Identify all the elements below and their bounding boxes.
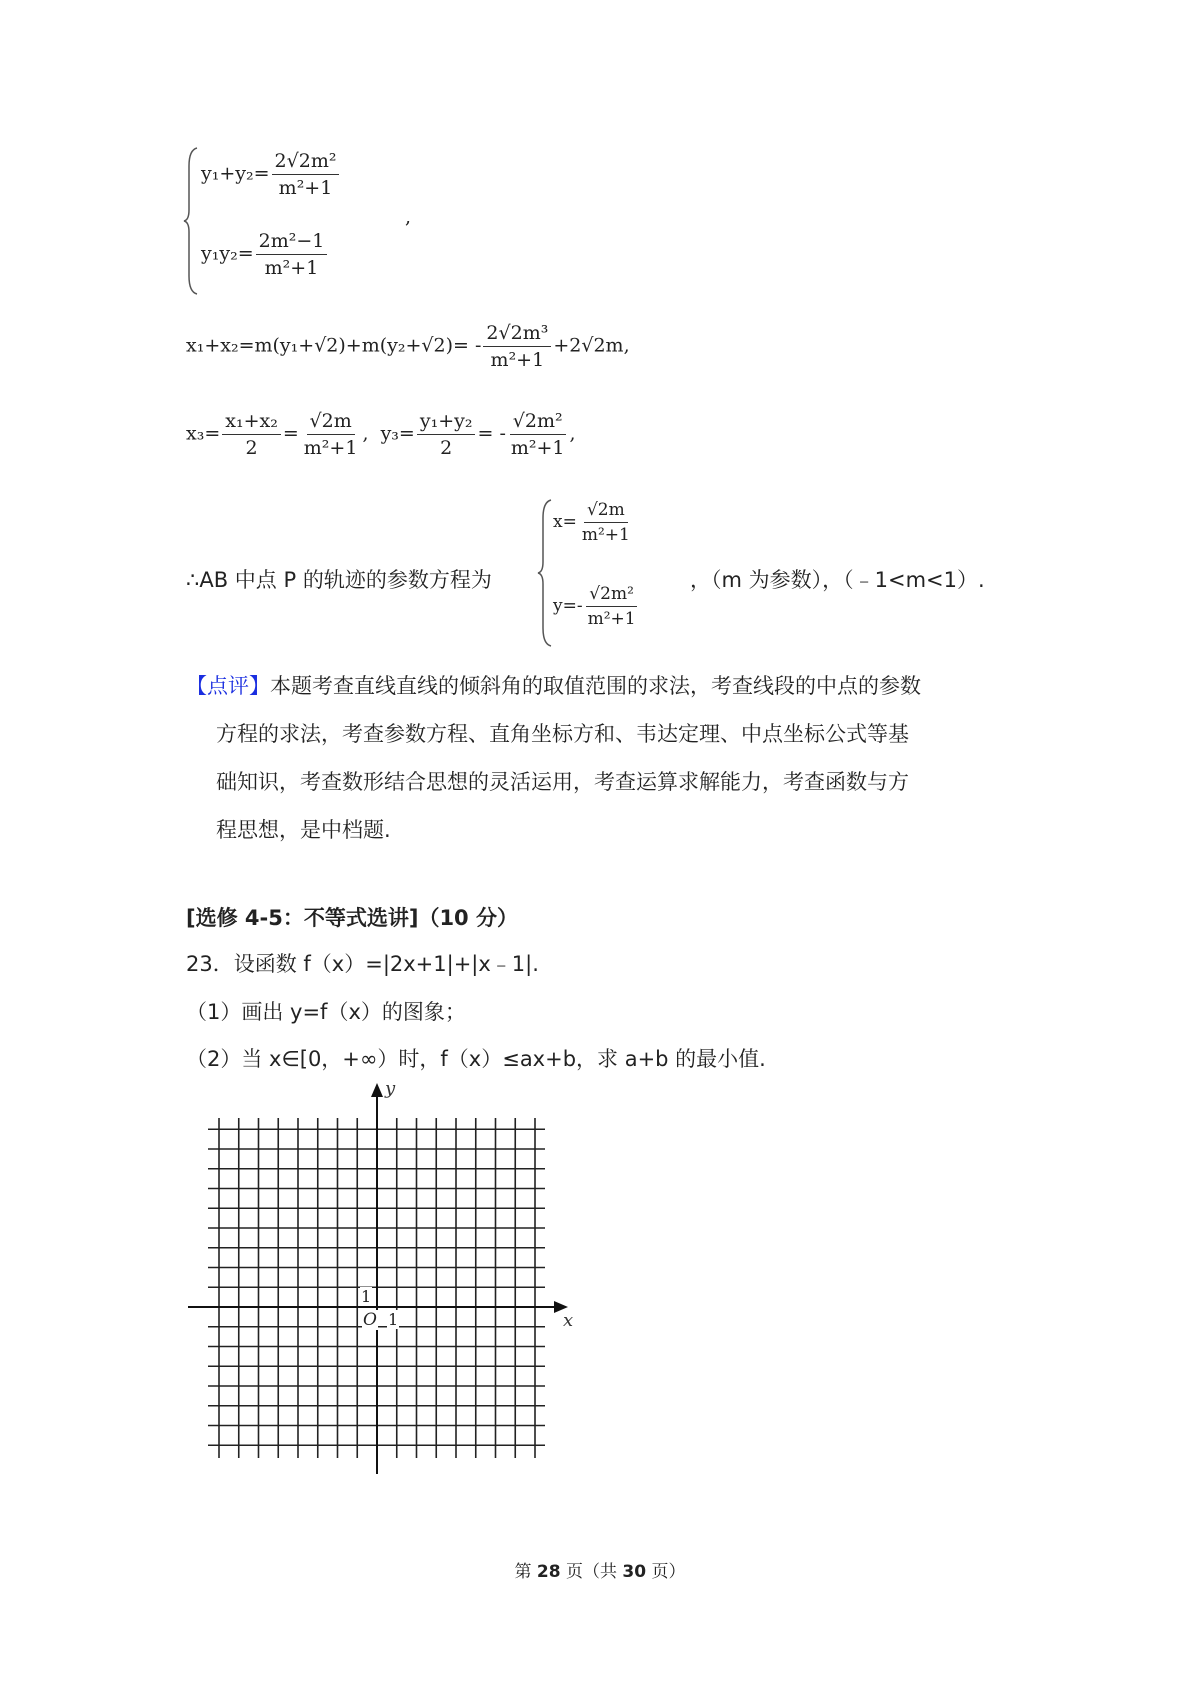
param-x-equation: x= $\frac{√2m}{\text{m²+1}}$ (553, 500, 635, 545)
fraction: $\frac{\text{2√2m³}}{\text{m²+1}}$ (483, 322, 551, 371)
origin-label: O (363, 1310, 377, 1330)
x-axis-label: x (563, 1310, 574, 1331)
section-heading: [选修 4-5：不等式选讲]（10 分） (186, 906, 518, 930)
fraction: $\frac{√2m}{\text{m²+1}}$ (581, 500, 630, 545)
comment-line-2: 方程的求法，考查参数方程、直角坐标方和、韦达定理、中点坐标公式等基 (216, 722, 909, 746)
page-total: 30 (622, 1562, 647, 1582)
comma: , (405, 206, 412, 228)
fraction: $\frac{\text{√2m²}}{\text{m²+1}}$ (510, 410, 565, 459)
equation-y-product: y₁y₂= $\frac{\text{2m²−1}}{\text{m²+1}}$ (201, 230, 329, 279)
fraction: $\frac{\text{2m²−1}}{\text{m²+1}}$ (256, 230, 328, 279)
comment-line-4: 程思想，是中档题. (216, 818, 391, 842)
problem-part-1: （1）画出 y=f（x）的图象； (186, 1000, 466, 1024)
fraction: $\frac{\text{y₁+y₂}}{2}$ (417, 410, 476, 459)
page-number: 28 (536, 1562, 561, 1582)
fraction: $\frac{\text{√2m²}}{\text{m²+1}}$ (587, 584, 636, 629)
y-axis-label: y (385, 1078, 396, 1099)
equation-x-sum: x₁+x₂=m(y₁+√2)+m(y₂+√2)= - $\frac{\text{2√2m³}}{\text{m²+1}}$ +2√2m, (186, 322, 630, 371)
equation-midpoint: x₃= $\frac{\text{x₁+x₂}}{2}$ = $\frac{√2m}{\text{m²+1}}$ , y₃= $\frac{\text{y₁+y₂}}{2}$ = - $\frac{\text{√2m²}}{\text{m²+1}}$ , (186, 410, 576, 459)
fraction: $\frac{\text{x₁+x₂}}{2}$ (222, 410, 281, 459)
comment-line-1: 【点评】本题考查直线直线的倾斜角的取值范围的求法，考查线段的中点的参数 (186, 674, 921, 698)
comment-line-3: 础知识，考查数形结合思想的灵活运用，考查运算求解能力，考查函数与方 (216, 770, 909, 794)
comment-tag: 【点评】 (186, 674, 270, 698)
conclusion-suffix: ，（m 为参数），（﹣1<m<1）. (690, 568, 985, 592)
page-footer: 第 28 页（共 30 页） (514, 1562, 686, 1582)
x-unit-label: 1 (388, 1310, 399, 1329)
y-axis-arrow-icon (371, 1083, 383, 1097)
equation-y-sum: y₁+y₂= $\frac{\text{2√2m²}}{\text{m²+1}}$ (201, 150, 341, 199)
conclusion-prefix: ∴AB 中点 P 的轨迹的参数方程为 (186, 568, 492, 592)
fraction: $\frac{√2m}{\text{m²+1}}$ (303, 410, 358, 459)
y-unit-label: 1 (361, 1287, 372, 1306)
fraction: $\frac{\text{2√2m²}}{\text{m²+1}}$ (272, 150, 340, 199)
problem-stem: 23．设函数 f（x）=|2x+1|+|x﹣1|. (186, 952, 539, 976)
param-y-equation: y=- $\frac{\text{√2m²}}{\text{m²+1}}$ (553, 584, 641, 629)
problem-part-2: （2）当 x∈[0，+∞）时，f（x）≤ax+b，求 a+b 的最小值. (186, 1047, 766, 1071)
